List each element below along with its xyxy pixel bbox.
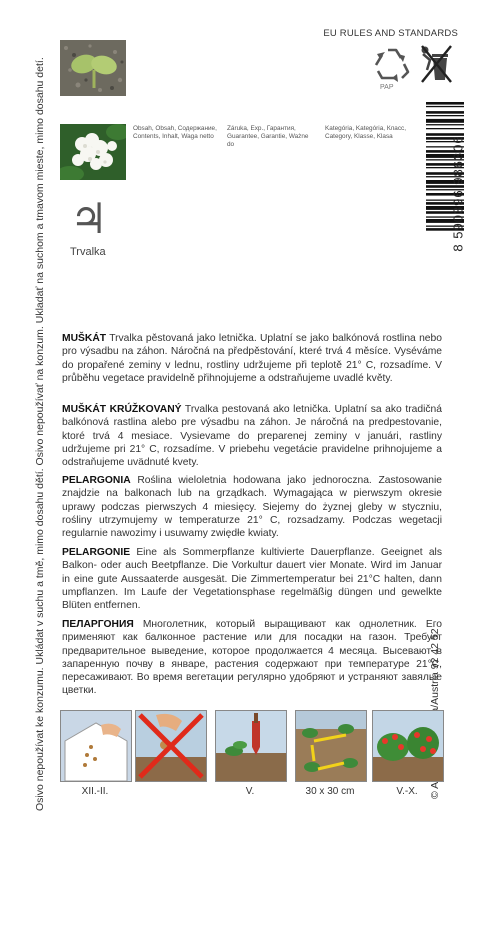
perennial-symbol-icon: ♃ (70, 194, 108, 243)
recycle-icon (372, 44, 412, 82)
step-transplant-icon (215, 710, 287, 782)
step-sowing-icon (60, 710, 132, 782)
step-no-direct-sowing-icon (135, 710, 207, 782)
paragraph-title: PELARGONIA (62, 475, 131, 486)
storage-notice-vertical: Osivo nepoužívat ke konzumu. Ukládat v suchu a tmě, mimo dosahu dětí. Osivo nepoužívať na konzum. Ukladať na suchom a tmavom mieste, mimo dosahu detí. (34, 57, 46, 811)
eu-rules-label: EU RULES AND STANDARDS (323, 28, 458, 39)
paragraph-sk (62, 403, 442, 469)
step-caption: V.-X. (396, 786, 418, 797)
paragraph-title: PELARGONIE (62, 547, 131, 558)
legend-guarantee: Záruka, Exp., Гарантия, Guarantee, Garantie, Ważne do (227, 125, 309, 148)
pap-label: PAP (380, 84, 394, 91)
trash-bin-icon (418, 42, 454, 86)
step-caption: 30 x 30 cm (305, 786, 355, 797)
flower-photo (60, 124, 126, 180)
paragraph-cz (62, 332, 442, 385)
barcode-bar (426, 106, 464, 107)
paragraph-text: Trvalka pestovaná ako letnička. Uplatní sa ako tradičná balkónová rastlina alebo pre výsadbu na záhon. Je náročná na predpestovanie, ktoré trvá 4 mesiace. Vysievame do preparenej zeminy v januári, rastliny udržujeme pri 21° C, rozsadíme. V priebehu vegetácie pravidelne prihnojujeme a odstraňujeme uvädnuté kvety. (62, 404, 442, 469)
paragraph-title: MUŠKÁT KRÚŽKOVANÝ (62, 404, 182, 415)
paragraph-text: Eine als Sommerpflanze kultivierte Dauerpflanze. Geeignet als Balkon- oder auch Beetpflanze. Die Vorkultur dauert vier Monate. Wird im Januar in eine gute Aussaaterde ausgesät. Die Zimmertemperatur bei 21°C halten, dann umpflanzen. Im Laufe der Vegetationsphase regelmäßig düngen und gewelkte Blüten entfernen. (62, 547, 442, 612)
barcode-number: 8 590396 986306 (450, 135, 466, 252)
step-caption: XII.-II. (81, 786, 109, 797)
step-caption: V. (245, 786, 255, 797)
paragraph-text: Roślina wieloletnia hodowana jako jednoroczna. Zastosowanie znajdzie na balkonach lub na grządkach. Wymagająca w pierwszym okresie uprawy podczas pierwszych 4 miesięcy. Siejemy do żyznej gleby w styczniu, rośliny utrzymujemy w temperaturze 21° C, rozsadzamy. Podczas wegetacji regularnie nawozimy i usuwamy zwiędłe kwiaty. (62, 475, 442, 540)
paragraph-ru (62, 618, 442, 698)
paragraph-pl (62, 474, 442, 540)
perennial-label: Trvalka (70, 246, 106, 258)
paragraph-title: MUŠKÁT (62, 333, 107, 344)
barcode-bar (426, 102, 464, 105)
seedling-photo (60, 40, 126, 96)
step-spacing-icon (295, 710, 367, 782)
paragraph-text: Trvalka pěstovaná jako letnička. Uplatní se jako balkónová rostlina nebo pro výsadbu na záhon. Náročná na předpěstování, které trvá 4 měsíce. Vyséváme do propařené zeminy v lednu, rostliny udržujeme při teplotě 21° C, rozsadíme. V průběhu vegetace pravidelně přihnojujeme a odstraňujeme uvadlé květy. (62, 333, 442, 384)
paragraph-de (62, 546, 442, 612)
paragraph-title: ПЕЛАРГОНИЯ (62, 619, 134, 630)
step-bloom-icon (372, 710, 444, 782)
paragraph-text: Многолетник, который выращивают как однолетник. Его применяют как балконное растение или для посадки на газон. Требует предварительное выведение, которое продолжается 4 месяца. Высевают в запаренную почву в январе, растения содержают при температуре 21°C, пересаживают. Во время вегетации регулярно удобряют и устраняют завялые цветки. (62, 619, 442, 697)
legend-category: Kategória, Kategória, Класс, Category, Klasse, Klasa (325, 125, 406, 140)
legend-contents: Obsah, Obsah, Содержание, Contents, Inhalt, Waga netto (133, 125, 217, 140)
